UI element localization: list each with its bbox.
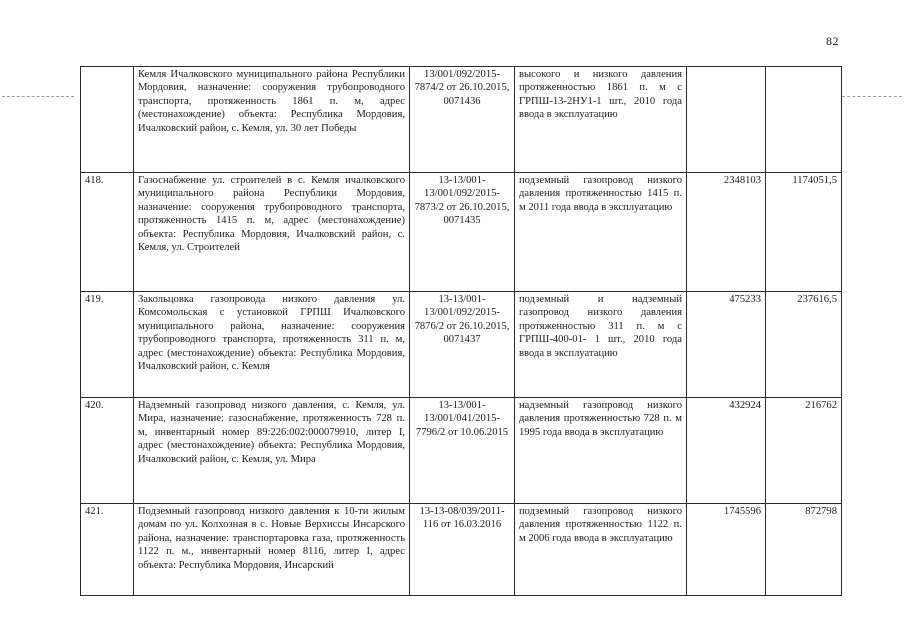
characteristics-cell: подземный и надземный газопровод низкого давления протяженностью 311 п. м с ГРПШ-400-01- 1 шт., 2010 года ввода в эксплуатацию	[515, 292, 687, 398]
row-number-cell: 421.	[81, 504, 134, 596]
registration-cell: 13/001/092/2015-7874/2 от 26.10.2015, 0071436	[410, 67, 515, 173]
registration-cell: 13-13/001-13/001/092/2015-7873/2 от 26.10.2015, 0071435	[410, 173, 515, 292]
registration-cell: 13-13/001-13/001/041/2015-7796/2 от 10.06.2015	[410, 398, 515, 504]
characteristics-cell: высокого и низкого давления протяженностью 1861 п. м с ГРПШ-13-2НУ1-1 шт., 2010 года ввода в эксплуатацию	[515, 67, 687, 173]
balance-value-cell: 1745596	[687, 504, 766, 596]
balance-value-cell	[687, 67, 766, 173]
table-row	[81, 292, 842, 398]
page-number: 82	[826, 34, 839, 48]
balance-value-cell: 2348103	[687, 173, 766, 292]
balance-value-cell: 475233	[687, 292, 766, 398]
registration-cell: 13-13/001-13/001/092/2015-7876/2 от 26.10.2015, 0071437	[410, 292, 515, 398]
characteristics-cell: надземный газопровод низкого давления протяженностью 728 п. м 1995 года ввода в эксплуатацию	[515, 398, 687, 504]
residual-value-cell: 872798	[766, 504, 842, 596]
row-number-cell: 419.	[81, 292, 134, 398]
characteristics-cell: подземный газопровод низкого давления протяженностью 1415 п. м 2011 года ввода в эксплуатацию	[515, 173, 687, 292]
table-row	[81, 504, 842, 596]
object-name-cell: Надземный газопровод низкого давления, с. Кемля, ул. Мира, назначение: газоснабжение, протяженность 728 п. м, инвентарный номер 89:226:002:000079910, литер I, адрес (местонахождение) объекта: Республика Мордовия, Ичалковский район, с. Кемля, ул. Мира	[134, 398, 410, 504]
characteristics-cell: подземный газопровод низкого давления протяженностью 1122 п. м 2006 года ввода в эксплуатацию	[515, 504, 687, 596]
object-name-cell: Закольцовка газопровода низкого давления ул. Комсомольская с установкой ГРПШ Ичалковского муниципального района, назначение: сооружения трубопроводного транспорта, протяженность 311 п. м, адрес (местонахождение) объекта: Республика Мордовия, Ичалковский район, с. Кемля	[134, 292, 410, 398]
residual-value-cell	[766, 67, 842, 173]
table-row	[81, 398, 842, 504]
residual-value-cell: 237616,5	[766, 292, 842, 398]
property-registry-table	[80, 66, 842, 596]
row-number-cell: 418.	[81, 173, 134, 292]
scan-artifact-line-right	[842, 96, 902, 97]
table-row	[81, 173, 842, 292]
object-name-cell: Кемля Ичалковского муниципального района Республики Мордовия, назначение: сооружения трубопроводного транспорта, протяженность 1861 п. м, адрес (местонахождение) объекта: Республика Мордовия, Ичалковский район, с. Кемля, ул. 30 лет Победы	[134, 67, 410, 173]
residual-value-cell: 216762	[766, 398, 842, 504]
row-number-cell	[81, 67, 134, 173]
registration-cell: 13-13-08/039/2011-116 от 16.03.2016	[410, 504, 515, 596]
residual-value-cell: 1174051,5	[766, 173, 842, 292]
table-row	[81, 67, 842, 173]
balance-value-cell: 432924	[687, 398, 766, 504]
row-number-cell: 420.	[81, 398, 134, 504]
object-name-cell: Подземный газопровод низкого давления к 10-ти жилым домам по ул. Колхозная в с. Новые Верхиссы Инсарского района, назначение: транспортаровка газа, протяженность 1122 п. м., инвентарный номер 8116, литер I, адрес объекта: Республика Мордовия, Инсарский	[134, 504, 410, 596]
scan-artifact-line-left	[2, 96, 74, 97]
object-name-cell: Газоснабжение ул. строителей в с. Кемля ичалковского муниципального района Республики Мордовия, назначение: сооружения трубопроводного транспорта, протяженность 1415 п. м, адрес (местонахождение) объекта: Республика Мордовия, Ичалковский район, с. Кемля, ул. Строителей	[134, 173, 410, 292]
